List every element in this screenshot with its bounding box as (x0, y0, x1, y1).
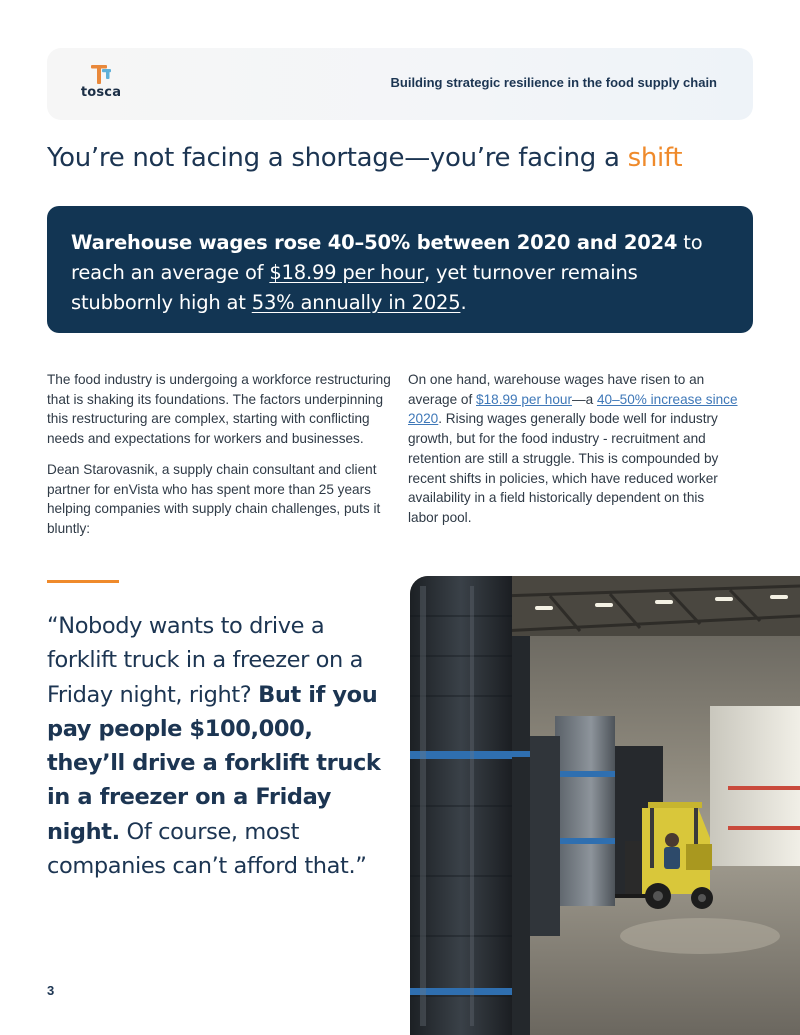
tosca-logo (79, 64, 123, 104)
headline-accent: shift (627, 143, 683, 173)
document-title: Building strategic resilience in the food supply chain (390, 75, 717, 90)
wage-link[interactable]: $18.99 per hour (476, 391, 573, 407)
warehouse-forklift-icon (410, 576, 800, 1035)
callout-text-3: . (460, 291, 467, 314)
page-number: 3 (47, 983, 55, 998)
left-column (47, 370, 393, 539)
right-text-1: On one hand, warehouse wages have risen to an average of (408, 372, 705, 407)
tosca-logo-icon (90, 64, 114, 86)
headline-main: You’re not facing a shortage—you’re facing a (47, 143, 628, 173)
callout-text-1: to reach an average of (71, 231, 703, 284)
logo-wordmark: tosca (80, 85, 122, 100)
quote-bold: But if you pay people $100,000, they’ll drive a forklift truck in a freezer on a Friday night. (47, 681, 381, 845)
increase-link[interactable]: 40–50% increase since 2020 (408, 391, 738, 427)
paragraph (408, 370, 738, 528)
warehouse-photo (410, 576, 800, 1035)
document-header (47, 48, 753, 120)
paragraph: The food industry is undergoing a workforce restructuring that is shaking its foundations. The factors underpinning this restructuring are complex, starting with conflicting needs and expectations for workers and businesses. (47, 372, 391, 447)
accent-divider (47, 580, 119, 583)
pull-quote (47, 609, 387, 883)
stat-callout (47, 206, 753, 333)
quote-part-1: “Nobody wants to drive a forklift truck in a freezer on a Friday night, right? (47, 613, 364, 708)
quote-part-2: Of course, most companies can’t afford that.” (47, 818, 367, 880)
callout-link-wage[interactable]: $18.99 per hour (269, 261, 425, 284)
section-headline (47, 143, 753, 173)
callout-text-2: , yet turnover remains stubbornly high at (71, 261, 638, 314)
callout-link-turnover[interactable]: 53% annually in 2025 (251, 291, 461, 314)
callout-bold: Warehouse wages rose 40–50% between 2020 and 2024 (71, 231, 678, 254)
right-text-2: —a (572, 391, 597, 407)
paragraph: Dean Starovasnik, a supply chain consultant and client partner for enVista who has spent more than 25 years helping companies with supply chain challenges, puts it bluntly: (47, 461, 381, 536)
right-text-3: . Rising wages generally bode well for industry growth, but for the food industry - recruitment and retention are still a struggle. This is compounded by recent shifts in policies, which have reduced worker availability in a field historically dependent on this labor pool. (408, 411, 719, 525)
right-column (408, 370, 738, 528)
